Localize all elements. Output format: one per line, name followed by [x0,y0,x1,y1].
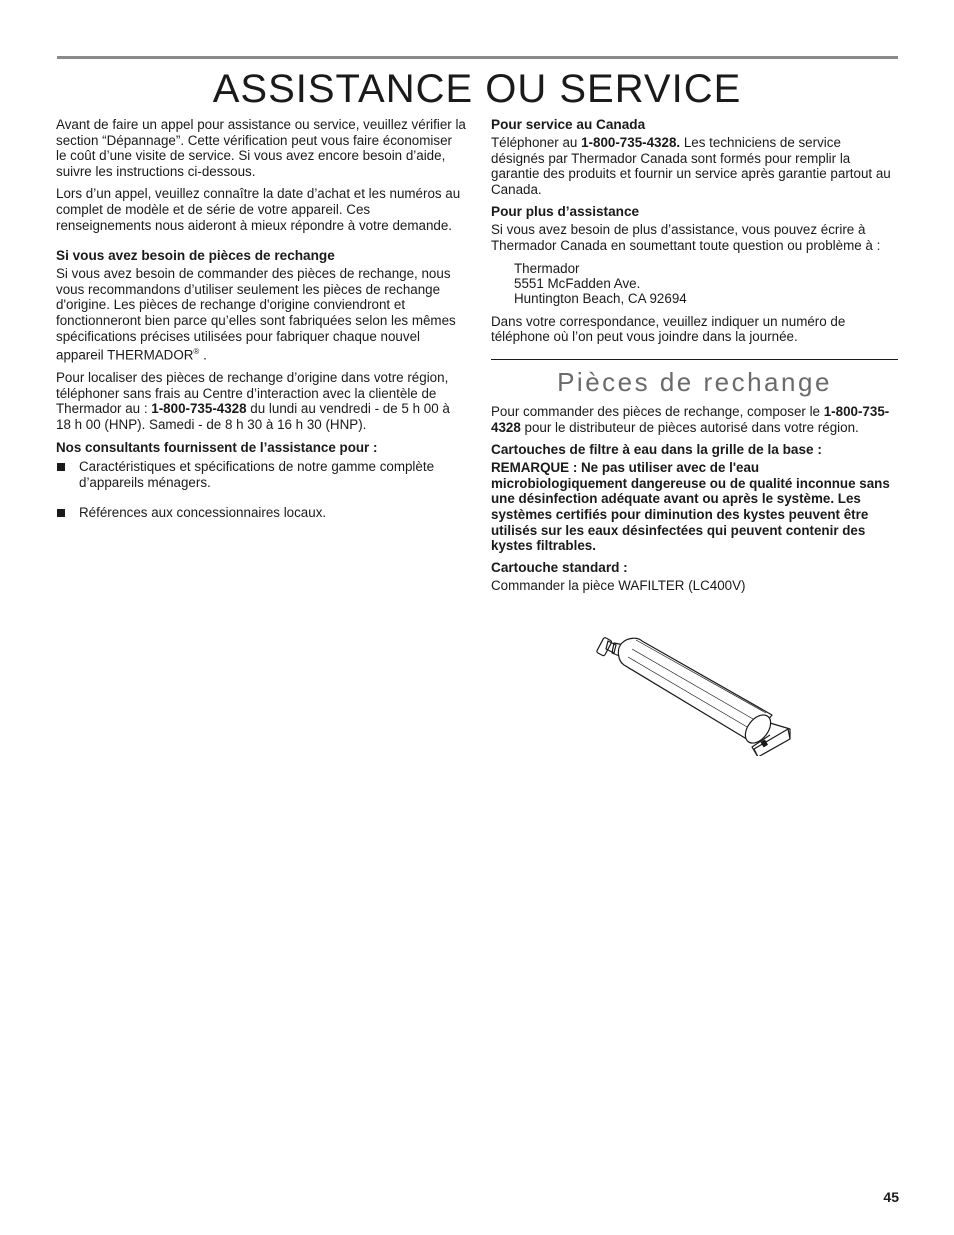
square-bullet-icon [57,509,65,517]
standard-cartridge-heading: Cartouche standard : [491,559,628,575]
list-item [56,459,466,490]
filter-heading: Cartouches de filtre à eau dans la grille de la base : [491,442,822,458]
order-paragraph-a: Pour commander des pièces de rechange, composer le [491,403,824,419]
list-item-text: Références aux concessionnaires locaux. [79,505,327,521]
address-line: 5551 McFadden Ave. [514,275,641,291]
order-paragraph [491,404,898,435]
section-divider [491,359,898,360]
more-assistance-heading: Pour plus d’assistance [491,204,640,220]
canada-paragraph-b: Les techniciens de service désignés par Thermador Canada sont formés pour remplir la garantie des produits et fournir un service après garantie partout au Canada. [491,135,891,197]
water-filter-cartridge-illustration [594,631,794,756]
parts-paragraph-2-b: du lundi au vendredi - de 5 h 00 à 18 h 00 (HNP). Samedi - de 8 h 30 à 16 h 30 (HNP). [56,401,450,432]
list-item [56,505,466,521]
order-phone: 1-800-735-4328 [491,403,890,435]
consultants-list [56,459,466,521]
canada-heading: Pour service au Canada [491,117,646,132]
parts-paragraph-1-text: Si vous avez besoin de commander des pièces de rechange, nous vous recommandons d’utiliser seulement les pièces de rechange d'origine. Les pièces de rechange d'origine conviendront et fonctionneront bien parce qu’elles sont fabriquées selon les mêmes spécifications précises utilisées pour fabriquer chaque nouvel appareil THERMADOR [56,266,456,363]
left-column [56,117,466,529]
consultants-heading: Nos consultants fournissent de l’assistance pour : [56,439,378,455]
mailing-address [491,261,898,307]
section-title: Pièces de rechange [557,366,832,397]
parts-paragraph-1 [56,266,466,363]
intro-paragraph-2: Lors d’un appel, veuillez connaître la date d’achat et les numéros au complet de modèle et de série de votre appareil. Ces renseignements nous aideront à mieux répondre à votre demande. [56,186,461,233]
more-assistance-paragraph: Si vous avez besoin de plus d’assistance, vous pouvez écrire à Thermador Canada en soumettant toute question ou problème à : [491,222,881,253]
filter-note: REMARQUE : Ne pas utiliser avec de l'eau microbiologiquement dangereuse ou de qualité inconnue sans une désinfection adéquate avant ou après le système. Les systèmes certifiés pour diminution des kystes peuvent être utilisés sur les eaux désinfectées qui peuvent contenir des kystes filtrables. [491,460,890,554]
parts-paragraph-1-end: . [203,347,207,363]
top-rule [57,56,898,59]
right-column [491,117,898,600]
address-line: Thermador [514,260,580,276]
parts-paragraph-2-a: Pour localiser des pièces de rechange d’origine dans votre région, téléphoner sans frais au Centre d’interaction avec la clientèle de Thermador au : [56,370,449,417]
page-title: ASSISTANCE OU SERVICE [212,67,742,111]
list-item-text: Caractéristiques et spécifications de notre gamme complète d’appareils ménagers. [79,459,435,490]
address-line: Huntington Beach, CA 92694 [514,291,687,307]
square-bullet-icon [57,463,65,471]
intro-paragraph-1: Avant de faire un appel pour assistance ou service, veuillez vérifier la section “Dépannage”. Cette vérification peut vous faire économiser le coût d’une visite de service. Si vous avez encore besoin d’aide, suivre les instructions ci-dessous. [56,117,466,179]
canada-phone: 1-800-735-4328. [581,135,681,150]
parts-paragraph-2 [56,370,466,432]
parts-heading: Si vous avez besoin de pièces de rechange [56,248,335,264]
page-number: 45 [883,1189,899,1205]
parts-phone: 1-800-735-4328 [151,401,247,417]
canada-paragraph [491,135,898,197]
registered-mark: ® [193,347,200,357]
order-paragraph-b: pour le distributeur de pièces autorisé dans votre région. [520,419,859,435]
canada-paragraph-a: Téléphoner au [491,135,582,150]
correspondence-paragraph: Dans votre correspondance, veuillez indiquer un numéro de téléphone où l’on peut vous joindre dans la journée. [491,313,846,345]
standard-cartridge-text: Commander la pièce WAFILTER (LC400V) [491,577,746,593]
